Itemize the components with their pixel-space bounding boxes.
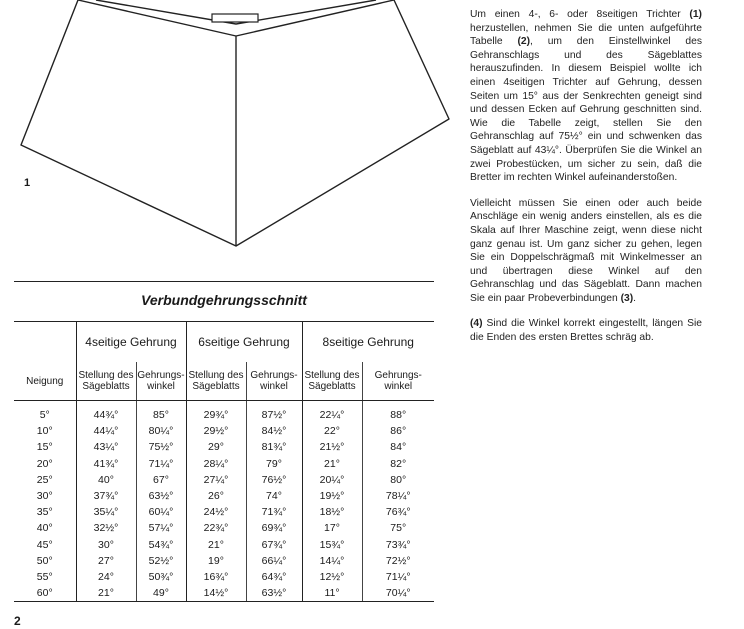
cell-neigung: 30° <box>36 490 53 503</box>
ref-2: (2) <box>517 36 531 48</box>
cell-miter-6: 64¾° <box>246 569 302 585</box>
miter-header-8: Gehrungs-winkel <box>362 362 434 401</box>
cell-blade-4: 32½° <box>76 520 136 536</box>
cell-miter-8: 75° <box>362 520 434 536</box>
cell-neigung: 55° <box>36 571 53 584</box>
cell-blade-8: 15¾° <box>302 537 362 553</box>
cell-blade-4: 37¾° <box>76 488 136 504</box>
neigung-header: Neigung <box>14 362 76 401</box>
cell-miter-8: 72½° <box>362 553 434 569</box>
cell-miter-4: 80¼° <box>136 423 186 439</box>
table-row <box>14 456 434 472</box>
table-row <box>14 401 434 424</box>
blade-header-4: Stellung des Sägeblatts <box>76 362 136 401</box>
page-number: 2 <box>14 614 21 628</box>
cell-blade-6: 24½° <box>186 504 246 520</box>
cell-miter-6: 66¼° <box>246 553 302 569</box>
table-row <box>14 488 434 504</box>
cell-blade-8: 12½° <box>302 569 362 585</box>
table-row <box>14 585 434 602</box>
cell-miter-4: 67° <box>136 472 186 488</box>
hopper-illustration <box>0 0 460 260</box>
cell-blade-8: 18½° <box>302 504 362 520</box>
cell-blade-6: 19° <box>186 553 246 569</box>
table-row <box>14 439 434 455</box>
table-title: Verbundgehrungsschnitt <box>141 292 307 308</box>
cell-miter-6: 74° <box>246 488 302 504</box>
cell-miter-6: 67¾° <box>246 537 302 553</box>
table-row <box>14 423 434 439</box>
cell-miter-4: 50¾° <box>136 569 186 585</box>
cell-blade-6: 22¾° <box>186 520 246 536</box>
cell-blade-4: 40° <box>76 472 136 488</box>
cell-miter-4: 85° <box>136 401 186 424</box>
cell-blade-8: 14¼° <box>302 553 362 569</box>
table-row <box>14 504 434 520</box>
paragraph-2: Vielleicht müssen Sie einen oder auch beide Anschläge ein wenig anders einstellen, als es die Skala auf Ihrer Maschine zeigt, wenn diese nicht ganz genau ist. Um ganz sicher zu gehen, legen Sie ein Doppelschrägmaß mit Winkelmesser an und übertragen diese Winkel auf den Gehranschlag und das Sägeblatt. Dann machen Sie ein paar Probeverbindungen (3). <box>470 197 702 304</box>
cell-miter-6: 63½° <box>246 585 302 602</box>
cell-blade-4: 27° <box>76 553 136 569</box>
cell-miter-8: 82° <box>362 456 434 472</box>
cell-blade-4: 35¼° <box>76 504 136 520</box>
cell-neigung: 35° <box>36 506 53 519</box>
cell-miter-6: 69¾° <box>246 520 302 536</box>
cell-blade-6: 28¼° <box>186 456 246 472</box>
cell-blade-4: 44¼° <box>76 423 136 439</box>
paragraph-3: (4) Sind die Winkel korrekt eingestellt, längen Sie die Enden des ersten Brettes schräg ab. <box>470 318 702 344</box>
cell-miter-4: 54¾° <box>136 537 186 553</box>
cell-neigung: 40° <box>36 522 53 535</box>
cell-miter-4: 75½° <box>136 439 186 455</box>
table-row <box>14 472 434 488</box>
cell-neigung: 10° <box>36 425 53 438</box>
hopper-spline <box>212 14 258 22</box>
ref-4: (4) <box>470 318 483 330</box>
cell-miter-8: 86° <box>362 423 434 439</box>
cell-blade-6: 16¾° <box>186 569 246 585</box>
cell-miter-8: 76¾° <box>362 504 434 520</box>
cell-miter-8: 73¾° <box>362 537 434 553</box>
cell-blade-8: 17° <box>302 520 362 536</box>
cell-blade-6: 29¾° <box>186 401 246 424</box>
cell-neigung: 45° <box>36 538 53 551</box>
paragraph-1: Um einen 4-, 6- oder 8seitigen Trichter (1) herzustellen, nehmen Sie die unten aufgeführte Tabelle (2), um den Einstellwinkel des Gehranschlags und des Sägeblattes herauszufinden. In diesem Beispiel wollte ich einen 4seitigen Trichter auf Gehrung, dessen Seiten um 15° aus der Senkrechten geneigt sind und dessen Ecken auf Gehrung geschnitten sind. Wie die Tabelle zeigt, stellen Sie den Gehranschlag auf 75½° ein und schwenken das Sägeblatt auf 43¼°. Überprüfen Sie die Winkel an zwei Probestücken, um sicher zu sein, daß die Bretter im rechten Winkel aufeinanderstoßen. <box>470 9 702 184</box>
cell-miter-8: 88° <box>362 401 434 424</box>
cell-miter-4: 49° <box>136 585 186 602</box>
cell-miter-4: 71¼° <box>136 456 186 472</box>
blade-header-6: Stellung des Sägeblatts <box>186 362 246 401</box>
cell-neigung: 20° <box>36 457 53 470</box>
cell-blade-6: 26° <box>186 488 246 504</box>
cell-miter-6: 84½° <box>246 423 302 439</box>
cell-neigung: 15° <box>36 441 53 454</box>
cell-miter-6: 81¾° <box>246 439 302 455</box>
cell-blade-4: 30° <box>76 537 136 553</box>
cell-miter-8: 84° <box>362 439 434 455</box>
ref-1: (1) <box>689 9 702 20</box>
cell-blade-8: 21° <box>302 456 362 472</box>
body-text <box>470 8 702 357</box>
cell-blade-8: 11° <box>302 585 362 602</box>
cell-miter-8: 70¼° <box>362 585 434 602</box>
cell-blade-6: 29½° <box>186 423 246 439</box>
miter-header-6: Gehrungs-winkel <box>246 362 302 401</box>
cell-blade-6: 14½° <box>186 585 246 602</box>
cell-miter-6: 87½° <box>246 401 302 424</box>
miter-header-4: Gehrungs-winkel <box>136 362 186 401</box>
cell-blade-4: 24° <box>76 569 136 585</box>
table-row <box>14 553 434 569</box>
cell-blade-8: 22¼° <box>302 401 362 424</box>
blade-header-8: Stellung des Sägeblatts <box>302 362 362 401</box>
cell-blade-8: 22° <box>302 423 362 439</box>
cell-blade-8: 21½° <box>302 439 362 455</box>
cell-miter-4: 57¼° <box>136 520 186 536</box>
cell-blade-4: 44¾° <box>76 401 136 424</box>
group-header-8: 8seitige Gehrung <box>302 322 434 363</box>
cell-blade-6: 27¼° <box>186 472 246 488</box>
cell-neigung: 25° <box>36 473 53 486</box>
cell-miter-4: 52½° <box>136 553 186 569</box>
cell-neigung: 50° <box>36 554 53 567</box>
cell-miter-6: 71¾° <box>246 504 302 520</box>
cell-blade-6: 21° <box>186 537 246 553</box>
cell-blade-4: 43¼° <box>76 439 136 455</box>
hopper-outline <box>21 0 449 246</box>
table-row <box>14 520 434 536</box>
cell-miter-6: 76½° <box>246 472 302 488</box>
cell-neigung: 60° <box>14 585 76 602</box>
figure-label: 1 <box>24 177 31 189</box>
cell-miter-6: 79° <box>246 456 302 472</box>
table-row <box>14 569 434 585</box>
cell-blade-4: 21° <box>76 585 136 602</box>
cell-blade-8: 19½° <box>302 488 362 504</box>
ref-3: (3) <box>620 292 634 304</box>
cell-neigung: 5° <box>39 409 50 421</box>
cell-miter-8: 71¼° <box>362 569 434 585</box>
cell-miter-4: 63½° <box>136 488 186 504</box>
miter-table <box>14 321 434 602</box>
cell-blade-8: 20¼° <box>302 472 362 488</box>
header-corner <box>14 322 76 363</box>
cell-blade-4: 41¾° <box>76 456 136 472</box>
table-top-rule <box>14 281 434 282</box>
cell-miter-8: 78¼° <box>362 488 434 504</box>
cell-miter-4: 60¼° <box>136 504 186 520</box>
group-header-4: 4seitige Gehrung <box>76 322 186 363</box>
group-header-6: 6seitige Gehrung <box>186 322 302 363</box>
cell-miter-8: 80° <box>362 472 434 488</box>
table-row <box>14 537 434 553</box>
cell-blade-6: 29° <box>186 439 246 455</box>
